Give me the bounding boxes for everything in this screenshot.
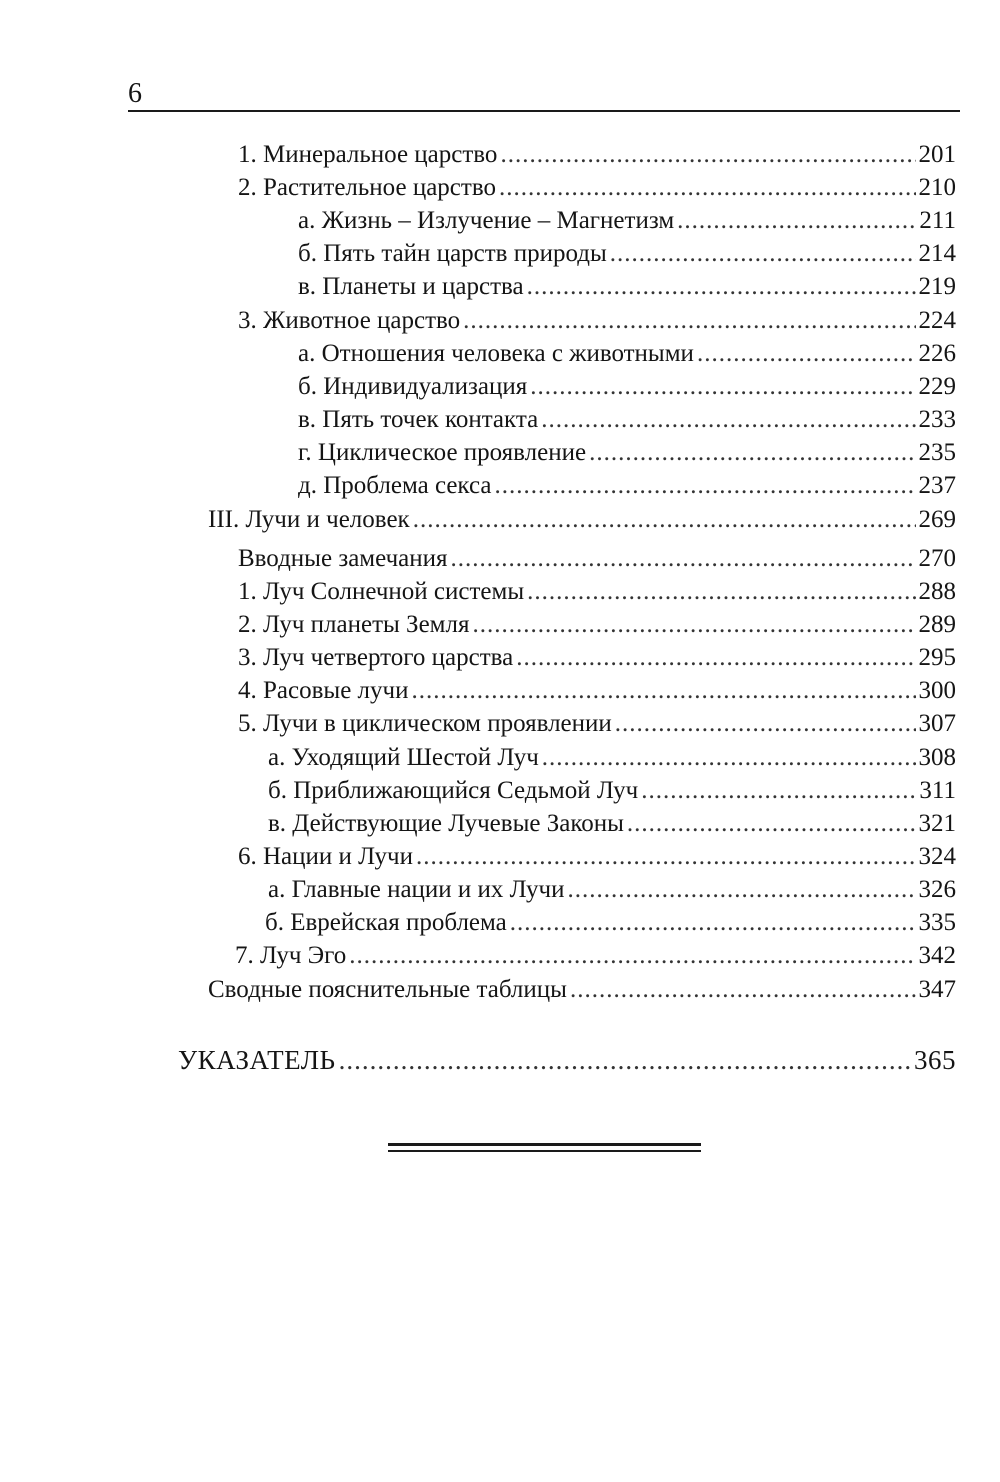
end-double-rule <box>388 1143 701 1146</box>
toc-entry-page: 321 <box>918 810 956 837</box>
toc-entry-label: 3. Животное царство <box>238 307 461 334</box>
toc-entry-page: 229 <box>918 373 956 400</box>
dot-leader <box>463 304 915 338</box>
toc-entry-planets-and-kingdoms[interactable] <box>298 270 956 304</box>
toc-entry-rays-in-cyclic-manifestation[interactable] <box>238 707 956 741</box>
toc-entry-page: 201 <box>918 141 956 168</box>
dot-leader <box>527 270 916 304</box>
toc-entry-label: 2. Луч планеты Земля <box>238 611 470 638</box>
toc-entry-label: а. Жизнь – Излучение – Магнетизм <box>298 207 675 234</box>
toc-entry-label: УКАЗАТЕЛЬ <box>178 1045 336 1075</box>
toc-entry-label: 2. Растительное царство <box>238 174 496 201</box>
toc-entry-label: Сводные пояснительные таблицы <box>208 976 567 1003</box>
dot-leader <box>494 469 915 503</box>
dot-leader <box>615 707 916 741</box>
toc-entry-label: в. Действующие Лучевые Законы <box>268 810 624 837</box>
toc-entry-page: 311 <box>919 777 956 804</box>
toc-entry-page: 308 <box>918 744 956 771</box>
toc-entry-page: 347 <box>918 976 956 1003</box>
toc-entry-label: 3. Луч четвертого царства <box>238 644 514 671</box>
dot-leader <box>499 171 916 205</box>
header-rule <box>128 110 960 112</box>
toc-entry-page: 307 <box>918 710 956 737</box>
toc-entry-page: 224 <box>918 307 956 334</box>
toc-entry-label: д. Проблема секса <box>298 472 492 499</box>
toc-entry-page: 270 <box>918 545 956 572</box>
dot-leader <box>413 503 916 537</box>
toc-entry-page: 226 <box>918 340 956 367</box>
dot-leader <box>542 741 916 775</box>
toc-entry-introductory-remarks[interactable] <box>238 542 956 576</box>
toc-entry-label: в. Планеты и царства <box>298 273 524 300</box>
toc-entry-five-mysteries[interactable] <box>298 237 956 271</box>
toc-entry-sex-problem[interactable] <box>298 469 956 503</box>
toc-entry-label: б. Приближающийся Седьмой Луч <box>268 777 639 804</box>
dot-leader <box>527 575 915 609</box>
end-double-rule <box>388 1150 701 1152</box>
toc-entry-label: б. Еврейская проблема <box>265 909 507 936</box>
toc-entry-incoming-seventh-ray[interactable] <box>268 774 956 808</box>
toc-entry-plant-kingdom[interactable] <box>238 171 956 205</box>
toc-entry-label: 7. Луч Эго <box>235 942 347 969</box>
toc-entry-page: 365 <box>914 1045 956 1075</box>
dot-leader <box>411 674 915 708</box>
toc-entry-label: а. Главные нации и их Лучи <box>268 876 565 903</box>
toc-entry-label: 5. Лучи в циклическом проявлении <box>238 710 612 737</box>
toc-entry-major-nations[interactable] <box>268 873 956 907</box>
toc-entry-summary-tables[interactable] <box>208 973 956 1007</box>
dot-leader <box>570 973 916 1007</box>
toc-entry-racial-rays[interactable] <box>238 674 956 708</box>
dot-leader <box>697 337 916 371</box>
toc-entry-page: 211 <box>919 207 956 234</box>
toc-entry-cyclic-manifestation[interactable] <box>298 436 956 470</box>
toc-entry-label: III. Лучи и человек <box>208 506 410 533</box>
toc-entry-label: б. Пять тайн царств природы <box>298 240 607 267</box>
toc-entry-index[interactable] <box>178 1043 956 1077</box>
dot-leader <box>541 403 915 437</box>
page-number: 6 <box>128 78 142 109</box>
toc-entry-page: 214 <box>918 240 956 267</box>
toc-entry-outgoing-sixth-ray[interactable] <box>268 741 956 775</box>
toc-entry-page: 295 <box>918 644 956 671</box>
toc-entry-five-contact-points[interactable] <box>298 403 956 437</box>
toc-entry-label: Вводные замечания <box>238 545 448 572</box>
toc-entry-earth-ray[interactable] <box>238 608 956 642</box>
toc-entry-jewish-problem[interactable] <box>265 906 956 940</box>
toc-entry-label: г. Циклическое проявление <box>298 439 587 466</box>
toc-entry-label: 4. Расовые лучи <box>238 677 409 704</box>
dot-leader <box>677 204 916 238</box>
toc-entry-operating-ray-laws[interactable] <box>268 807 956 841</box>
toc-entry-label: а. Уходящий Шестой Луч <box>268 744 539 771</box>
toc-entry-page: 342 <box>918 942 956 969</box>
dot-leader <box>610 237 916 271</box>
toc-entry-page: 288 <box>918 578 956 605</box>
dot-leader <box>510 906 916 940</box>
toc-entry-nations-and-rays[interactable] <box>238 840 956 874</box>
toc-entry-human-animal-relations[interactable] <box>298 337 956 371</box>
toc-entry-page: 233 <box>918 406 956 433</box>
toc-entry-page: 326 <box>918 876 956 903</box>
toc-entry-page: 324 <box>918 843 956 870</box>
dot-leader <box>339 1043 911 1077</box>
toc-entry-label: а. Отношения человека с животными <box>298 340 694 367</box>
toc-entry-page: 237 <box>918 472 956 499</box>
dot-leader <box>589 436 915 470</box>
dot-leader <box>516 641 915 675</box>
toc-entry-label: 1. Луч Солнечной системы <box>238 578 525 605</box>
toc-entry-page: 335 <box>918 909 956 936</box>
toc-entry-label: б. Индивидуализация <box>298 373 528 400</box>
toc-entry-label: в. Пять точек контакта <box>298 406 539 433</box>
toc-entry-label: 6. Нации и Лучи <box>238 843 413 870</box>
dot-leader <box>627 807 916 841</box>
toc-entry-label: 1. Минеральное царство <box>238 141 498 168</box>
toc-entry-ego-ray[interactable] <box>235 939 956 973</box>
toc-entry-page: 235 <box>918 439 956 466</box>
dot-leader <box>530 370 915 404</box>
dot-leader <box>416 840 916 874</box>
dot-leader <box>472 608 915 642</box>
dot-leader <box>641 774 916 808</box>
toc-entry-page: 300 <box>918 677 956 704</box>
toc-entry-page: 269 <box>918 506 956 533</box>
toc-entry-solar-system-ray[interactable] <box>238 575 956 609</box>
toc-entry-page: 210 <box>918 174 956 201</box>
toc-entry-individualization[interactable] <box>298 370 956 404</box>
toc-entry-fourth-kingdom-ray[interactable] <box>238 641 956 675</box>
dot-leader <box>451 542 916 576</box>
toc-entry-rays-and-man[interactable] <box>208 503 956 537</box>
toc-entry-mineral-kingdom[interactable] <box>238 138 956 172</box>
toc-entry-animal-kingdom[interactable] <box>238 304 956 338</box>
toc-entry-page: 289 <box>918 611 956 638</box>
toc-entry-life-radiation-magnetism[interactable] <box>298 204 956 238</box>
dot-leader <box>567 873 915 907</box>
dot-leader <box>500 138 915 172</box>
toc-entry-page: 219 <box>918 273 956 300</box>
dot-leader <box>349 939 915 973</box>
